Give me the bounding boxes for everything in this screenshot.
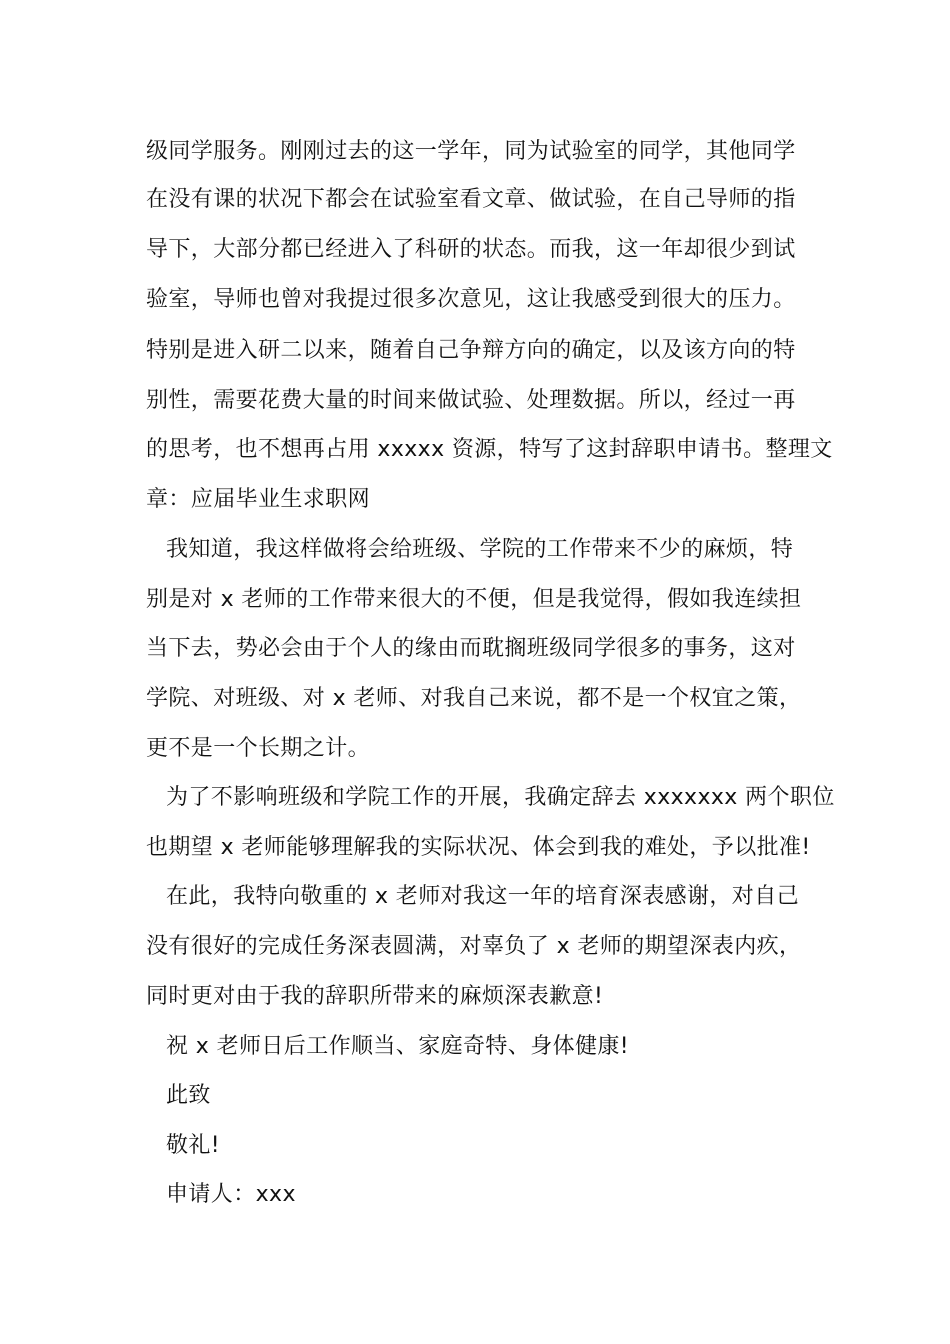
text-line: 在没有课的状况下都会在试验室看文章、做试验，在自己导师的指 (146, 187, 796, 212)
text-line: 也期望 x 老师能够理解我的实际状况、体会到我的难处，予以批准! (146, 835, 811, 860)
text-line: 别是对 x 老师的工作带来很大的不便，但是我觉得，假如我连续担 (146, 587, 802, 612)
text-line: 特别是进入研二以来，随着自己争辩方向的确定，以及该方向的特 (146, 338, 796, 363)
text-line: 级同学服务。刚刚过去的这一学年，同为试验室的同学，其他同学 (146, 139, 796, 164)
text-line: 导下，大部分都已经进入了科研的状态。而我，这一年却很少到试 (146, 237, 796, 262)
paragraph-start-line: 为了不影响班级和学院工作的开展，我确定辞去 xxxxxxx 两个职位 (166, 785, 835, 810)
paragraph-start-line: 我知道，我这样做将会给班级、学院的工作带来不少的麻烦，特 (166, 537, 794, 562)
applicant-signature: 申请人：xxx (166, 1182, 296, 1207)
closing-salutation: 此致 (166, 1083, 211, 1108)
closing-wish: 祝 x 老师日后工作顺当、家庭奇特、身体健康! (166, 1034, 630, 1059)
paragraph-start-line: 在此，我特向敬重的 x 老师对我这一年的培育深表感谢，对自己 (166, 884, 800, 909)
text-line: 当下去，势必会由于个人的缘由而耽搁班级同学很多的事务，这对 (146, 636, 796, 661)
text-line: 别性，需要花费大量的时间来做试验、处理数据。所以，经过一再 (146, 388, 796, 413)
text-line: 的思考，也不想再占用 xxxxx 资源，特写了这封辞职申请书。整理文 (146, 437, 833, 462)
closing-respect: 敬礼! (166, 1133, 221, 1158)
text-line: 同时更对由于我的辞职所带来的麻烦深表歉意! (146, 984, 604, 1009)
text-line: 章：应届毕业生求职网 (146, 487, 371, 512)
text-line: 没有很好的完成任务深表圆满，对辜负了 x 老师的期望深表内疚， (146, 934, 802, 959)
text-line: 验室，导师也曾对我提过很多次意见，这让我感受到很大的压力。 (146, 287, 796, 312)
text-line: 学院、对班级、对 x 老师、对我自己来说，都不是一个权宜之策， (146, 686, 802, 711)
text-line: 更不是一个长期之计。 (146, 736, 371, 761)
